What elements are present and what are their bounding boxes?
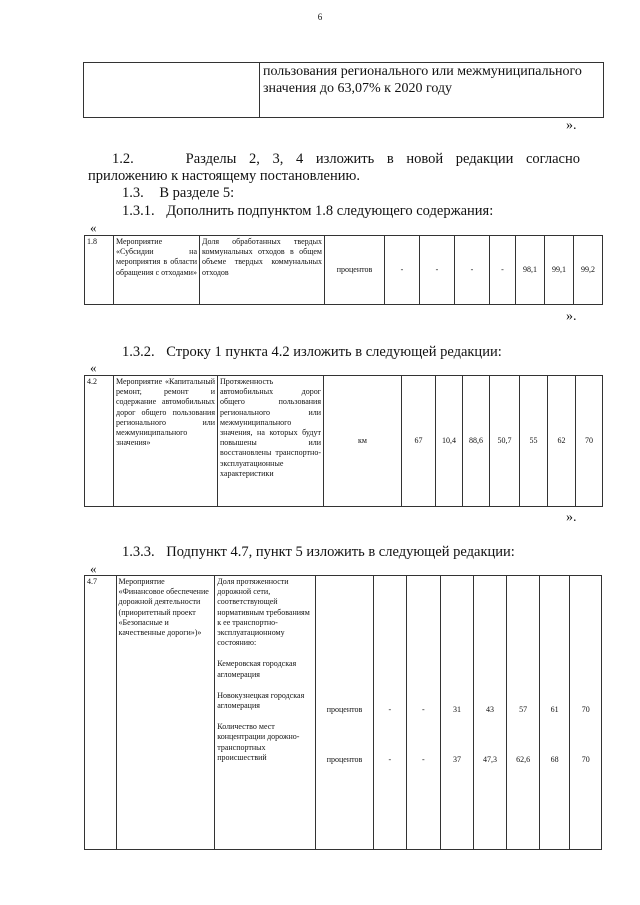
table1-value: - <box>490 236 516 305</box>
table3-row1-name: Кемеровская городская агломерация <box>217 659 297 679</box>
table-item-4-2 <box>84 375 603 507</box>
table1-value: 98,1 <box>516 236 545 305</box>
table3-value-col <box>473 576 507 850</box>
table2-value: 10,4 <box>436 376 463 507</box>
paragraph-1-3-2 <box>122 344 502 361</box>
table3-indicator-intro: Доля протяженности дорожной сети, соответствующей нормативным требованиям к ее транспортно-эксплуатационному состоянию: <box>217 577 310 648</box>
page-number: 6 <box>317 12 323 22</box>
paragraph-1-3-3-text: Подпункт 4.7, пункт 5 изложить в следующей редакции: <box>166 544 515 560</box>
closing-quote-1: ». <box>566 118 577 133</box>
table3-row1-value: 31 <box>452 705 461 714</box>
table3-row1-unit: процентов <box>326 705 363 714</box>
table3-row2-name: Новокузнецкая городская агломерация <box>217 690 305 711</box>
table2-value: 50,7 <box>490 376 520 507</box>
table3-row2-value: 37 <box>452 755 461 765</box>
table1-event: Мероприятие «Субсидии на мероприятия в области обращения с отходами» <box>114 236 200 305</box>
table2-value: 88,6 <box>463 376 490 507</box>
table3-row1-value: - <box>388 705 392 714</box>
open-quote-3: « <box>90 561 97 576</box>
table3-indicator-extra: Количество мест концентрации дорожно-транспортных происшествий <box>217 722 300 762</box>
table1-indicator: Доля обработанных твердых коммунальных отходов в общем объеме твердых коммунальных отходов <box>200 236 325 305</box>
table3-indicator <box>215 576 316 850</box>
paragraph-1-3-number: 1.3. <box>122 185 144 201</box>
table3-value-col <box>406 576 441 850</box>
table3-value-col <box>507 576 540 850</box>
table1-value: - <box>455 236 490 305</box>
paragraph-1-3-1-text: Дополнить подпунктом 1.8 следующего содержания: <box>166 203 494 219</box>
table3-row1-value: 61 <box>550 705 559 714</box>
table3-number: 4.7 <box>85 576 117 850</box>
paragraph-1-3-1 <box>122 203 493 220</box>
table3-row2-value: 47,3 <box>483 755 497 765</box>
paragraph-1-3-1-number: 1.3.1. <box>122 203 155 219</box>
table-item-4-7 <box>84 575 602 850</box>
paragraph-1-3 <box>122 185 234 202</box>
paragraph-1-3-text: В разделе 5: <box>159 185 235 201</box>
paragraph-1-2-line2: приложению к настоящему постановлению. <box>88 168 360 184</box>
paragraph-1-3-3 <box>122 544 515 561</box>
table3-row1-value: - <box>422 705 425 714</box>
paragraph-1-2-number: 1.2. <box>112 151 134 167</box>
top-table-text-cell: пользования регионального или межмуниципального значения до 63,07% к 2020 году <box>260 63 604 118</box>
table3-row2-value: - <box>422 755 425 765</box>
table2-value: 55 <box>520 376 548 507</box>
table3-row1-value: 57 <box>519 705 528 714</box>
table3-value-col <box>539 576 570 850</box>
table3-row1-value: 70 <box>581 705 590 714</box>
table1-value: - <box>420 236 455 305</box>
table3-row2-value: - <box>388 755 392 765</box>
paragraph-1-3-2-text: Строку 1 пункта 4.2 изложить в следующей редакции: <box>166 344 502 360</box>
paragraph-1-3-2-number: 1.3.2. <box>122 344 155 360</box>
top-table-empty-cell <box>84 63 260 118</box>
table1-value: 99,1 <box>545 236 574 305</box>
closing-quote-2: ». <box>566 309 577 324</box>
open-quote-1: « <box>90 220 97 235</box>
table2-indicator: Протяженность автомобильных дорог общего пользования регионального или межмуниципального значения, на которых будут повышены или восстановлены транспортно-эксплуатационные характеристики <box>218 376 324 507</box>
open-quote-2: « <box>90 360 97 375</box>
table3-unit-col <box>316 576 374 850</box>
table3-row2-unit: процентов <box>326 755 363 765</box>
table2-event: Мероприятие «Капитальный ремонт, ремонт и содержание автомобильных дорог общего пользования регионального или межмуниципального значения» <box>114 376 218 507</box>
paragraph-1-2 <box>112 151 580 168</box>
table3-value-col <box>570 576 602 850</box>
table2-number: 4.2 <box>85 376 114 507</box>
table2-value: 70 <box>576 376 603 507</box>
table-subitem-1-8 <box>84 235 603 305</box>
table3-value-col <box>374 576 407 850</box>
paragraph-1-2-line1: Разделы 2, 3, 4 изложить в новой редакции согласно <box>185 151 580 167</box>
table1-unit: процентов <box>325 236 385 305</box>
table3-row2-value: 70 <box>581 755 590 765</box>
table3-row2-value: 62,6 <box>516 755 531 765</box>
table3-row2-value: 68 <box>550 755 559 765</box>
table2-value: 62 <box>548 376 576 507</box>
table1-value: 99,2 <box>574 236 603 305</box>
table3-event: Мероприятие «Финансовое обеспечение дорожной деятельности (приоритетный проект «Безопасные и качественные дороги»)» <box>116 576 215 850</box>
closing-quote-3: ». <box>566 510 577 525</box>
table2-unit: км <box>324 376 402 507</box>
table3-row1-value: 43 <box>486 705 494 714</box>
top-continuation-table <box>83 62 604 118</box>
table1-number: 1.8 <box>85 236 114 305</box>
table2-value: 67 <box>402 376 436 507</box>
table3-value-col <box>441 576 474 850</box>
table1-value: - <box>385 236 420 305</box>
paragraph-1-3-3-number: 1.3.3. <box>122 544 155 560</box>
